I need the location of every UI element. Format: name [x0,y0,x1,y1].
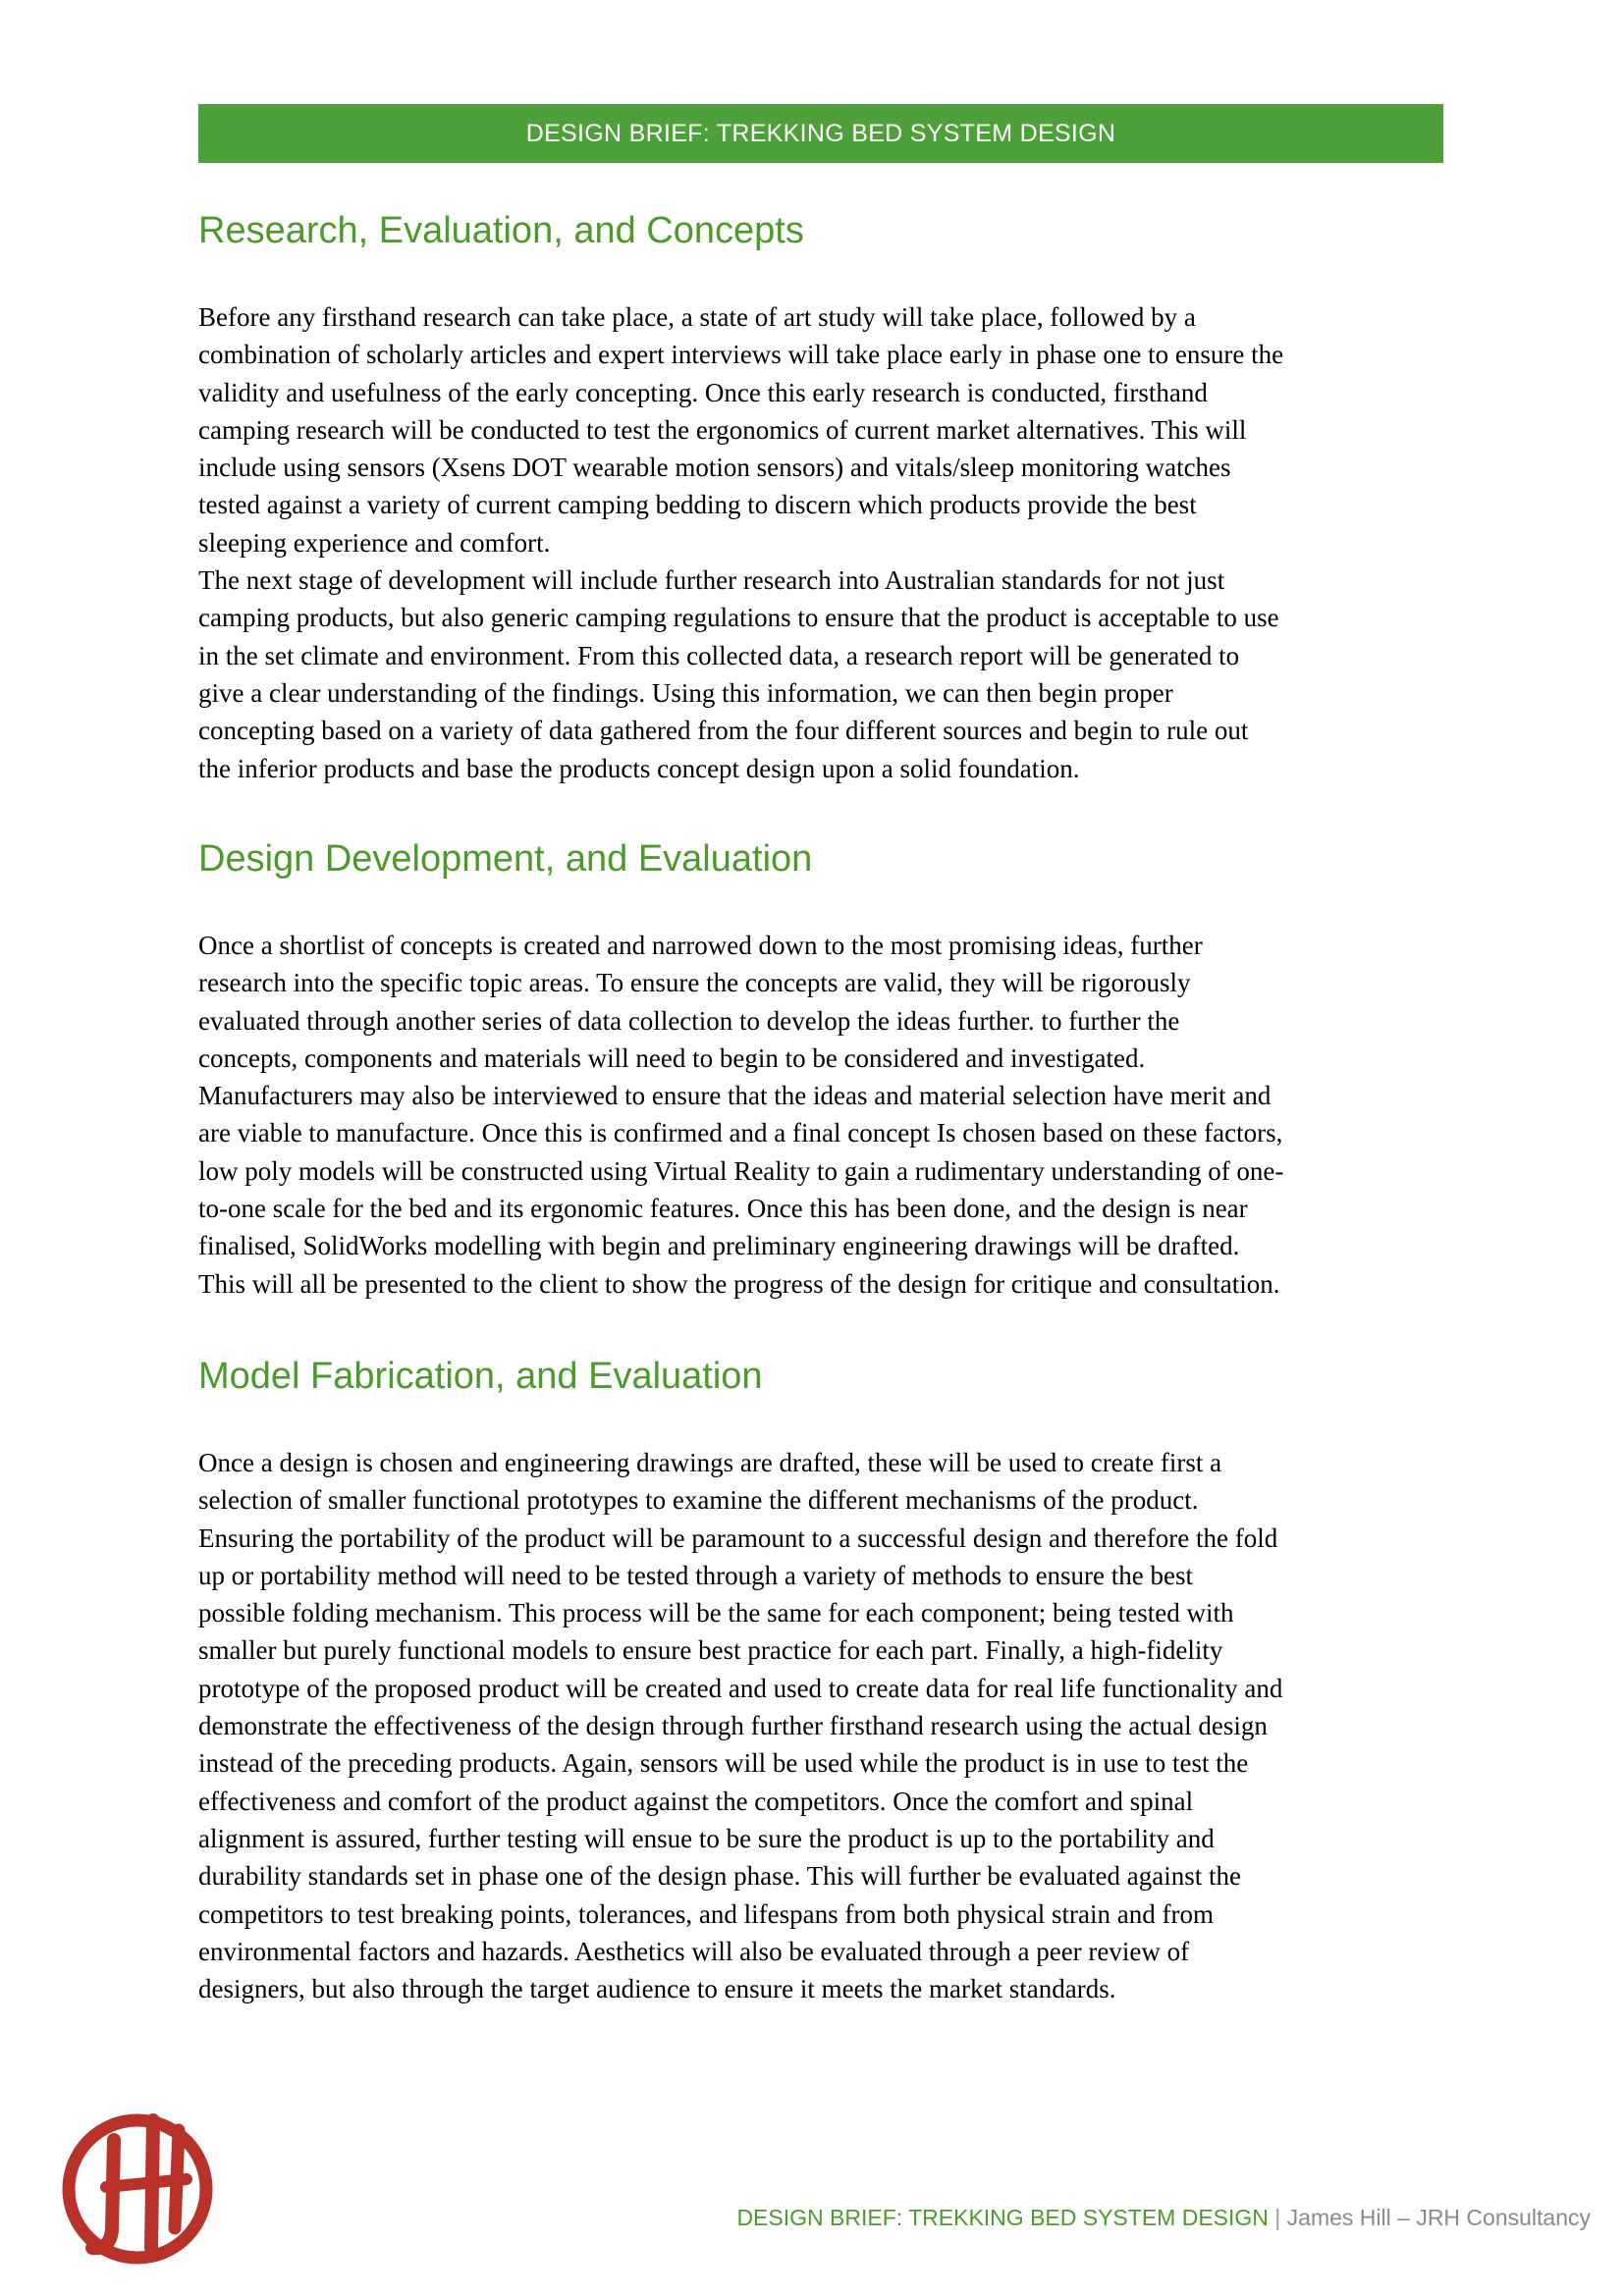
footer-separator: | [1274,2205,1281,2230]
section-body [198,1444,1450,2007]
body-line: designers, but also through the target audience to ensure it meets the market standards. [198,1974,1116,2004]
jh-logo-icon [57,2101,224,2268]
body-line: competitors to test breaking points, tolerances, and lifespans from both physical strain and from [198,1898,1215,1929]
body-line: prototype of the proposed product will be created and used to create data for real life functionality and [198,1673,1283,1703]
section-heading: Design Development, and Evaluation [198,838,813,880]
body-line: possible folding mechanism. This process will be the same for each component; being tested with [198,1598,1234,1629]
body-line: tested against a variety of current camping bedding to discern which products provide the best [198,490,1197,520]
body-line: camping research will be conducted to test the ergonomics of current market alternatives. This will [198,414,1247,445]
body-line: Once a shortlist of concepts is created and narrowed down to the most promising ideas, further [198,931,1203,960]
body-line: Before any firsthand research can take place, a state of art study will take place, followed by a [198,302,1196,332]
body-line: alignment is assured, further testing will ensue to be sure the product is up to the portability and [198,1823,1215,1853]
body-line: The next stage of development will include further research into Australian standards for not just [198,565,1225,596]
body-line: the inferior products and base the products concept design upon a solid foundation. [198,753,1080,783]
section-design-development [198,834,1450,1303]
body-line: are viable to manufacture. Once this is confirmed and a final concept Is chosen based on these factors, [198,1118,1283,1148]
section-body [198,927,1450,1303]
header-title: DESIGN BRIEF: TREKKING BED SYSTEM DESIGN [525,119,1116,147]
body-line: to-one scale for the bed and its ergonomic features. Once this has been done, and the design is near [198,1194,1248,1224]
body-line: concepts, components and materials will need to begin to be considered and investigated. [198,1042,1146,1073]
body-line: evaluated through another series of data collection to develop the ideas further. to further the [198,1005,1180,1036]
section-model-fabrication [198,1352,1450,2007]
body-line: sleeping experience and comfort. [198,527,551,558]
body-line: Manufacturers may also be interviewed to ensure that the ideas and material selection have merit and [198,1081,1272,1111]
body-line: environmental factors and hazards. Aesthetics will also be evaluated through a peer review of [198,1936,1190,1966]
body-line: camping products, but also generic camping regulations to ensure that the product is acceptable to use [198,603,1279,633]
footer-title: DESIGN BRIEF: TREKKING BED SYSTEM DESIGN [736,2205,1269,2230]
body-line: finalised, SolidWorks modelling with begin and preliminary engineering drawings will be drafted. [198,1231,1240,1261]
body-line: Ensuring the portability of the product will be paramount to a successful design and therefore the fold [198,1522,1278,1553]
body-line: demonstrate the effectiveness of the design through further firsthand research using the actual design [198,1711,1268,1741]
page-header-bar [198,104,1443,163]
section-heading: Research, Evaluation, and Concepts [198,210,804,251]
section-body [198,298,1450,787]
body-line: include using sensors (Xsens DOT wearable motion sensors) and vitals/sleep monitoring watches [198,453,1231,483]
page-footer [736,2205,1591,2231]
body-line: concepting based on a variety of data gathered from the four different sources and begin to rule out [198,716,1249,746]
body-line: smaller but purely functional models to ensure best practice for each part. Finally, a high-fidelity [198,1635,1223,1666]
body-line: in the set climate and environment. From this collected data, a research report will be generated to [198,640,1240,670]
body-line: Once a design is chosen and engineering drawings are drafted, these will be used to create first a [198,1448,1222,1477]
body-line: This will all be presented to the client to show the progress of the design for critique and consultation. [198,1268,1280,1299]
body-line: combination of scholarly articles and expert interviews will take place early in phase one to ensure the [198,340,1284,370]
footer-author: James Hill – JRH Consultancy [1286,2205,1591,2230]
body-line: effectiveness and comfort of the product against the competitors. Once the comfort and spinal [198,1786,1194,1816]
body-line: research into the specific topic areas. To ensure the concepts are valid, they will be rigorously [198,968,1191,998]
body-line: up or portability method will need to be tested through a variety of methods to ensure the best [198,1560,1194,1590]
body-line: give a clear understanding of the findings. Using this information, we can then begin proper [198,677,1173,708]
body-line: selection of smaller functional prototypes to examine the different mechanisms of the product. [198,1485,1199,1516]
section-research [198,206,1450,787]
body-line: durability standards set in phase one of the design phase. This will further be evaluated against the [198,1861,1241,1892]
section-heading: Model Fabrication, and Evaluation [198,1356,763,1397]
body-line: validity and usefulness of the early concepting. Once this early research is conducted, firsthand [198,377,1208,407]
body-line: instead of the preceding products. Again, sensors will be used while the product is in use to test the [198,1748,1249,1779]
body-line: low poly models will be constructed using Virtual Reality to gain a rudimentary understanding of one- [198,1155,1284,1186]
